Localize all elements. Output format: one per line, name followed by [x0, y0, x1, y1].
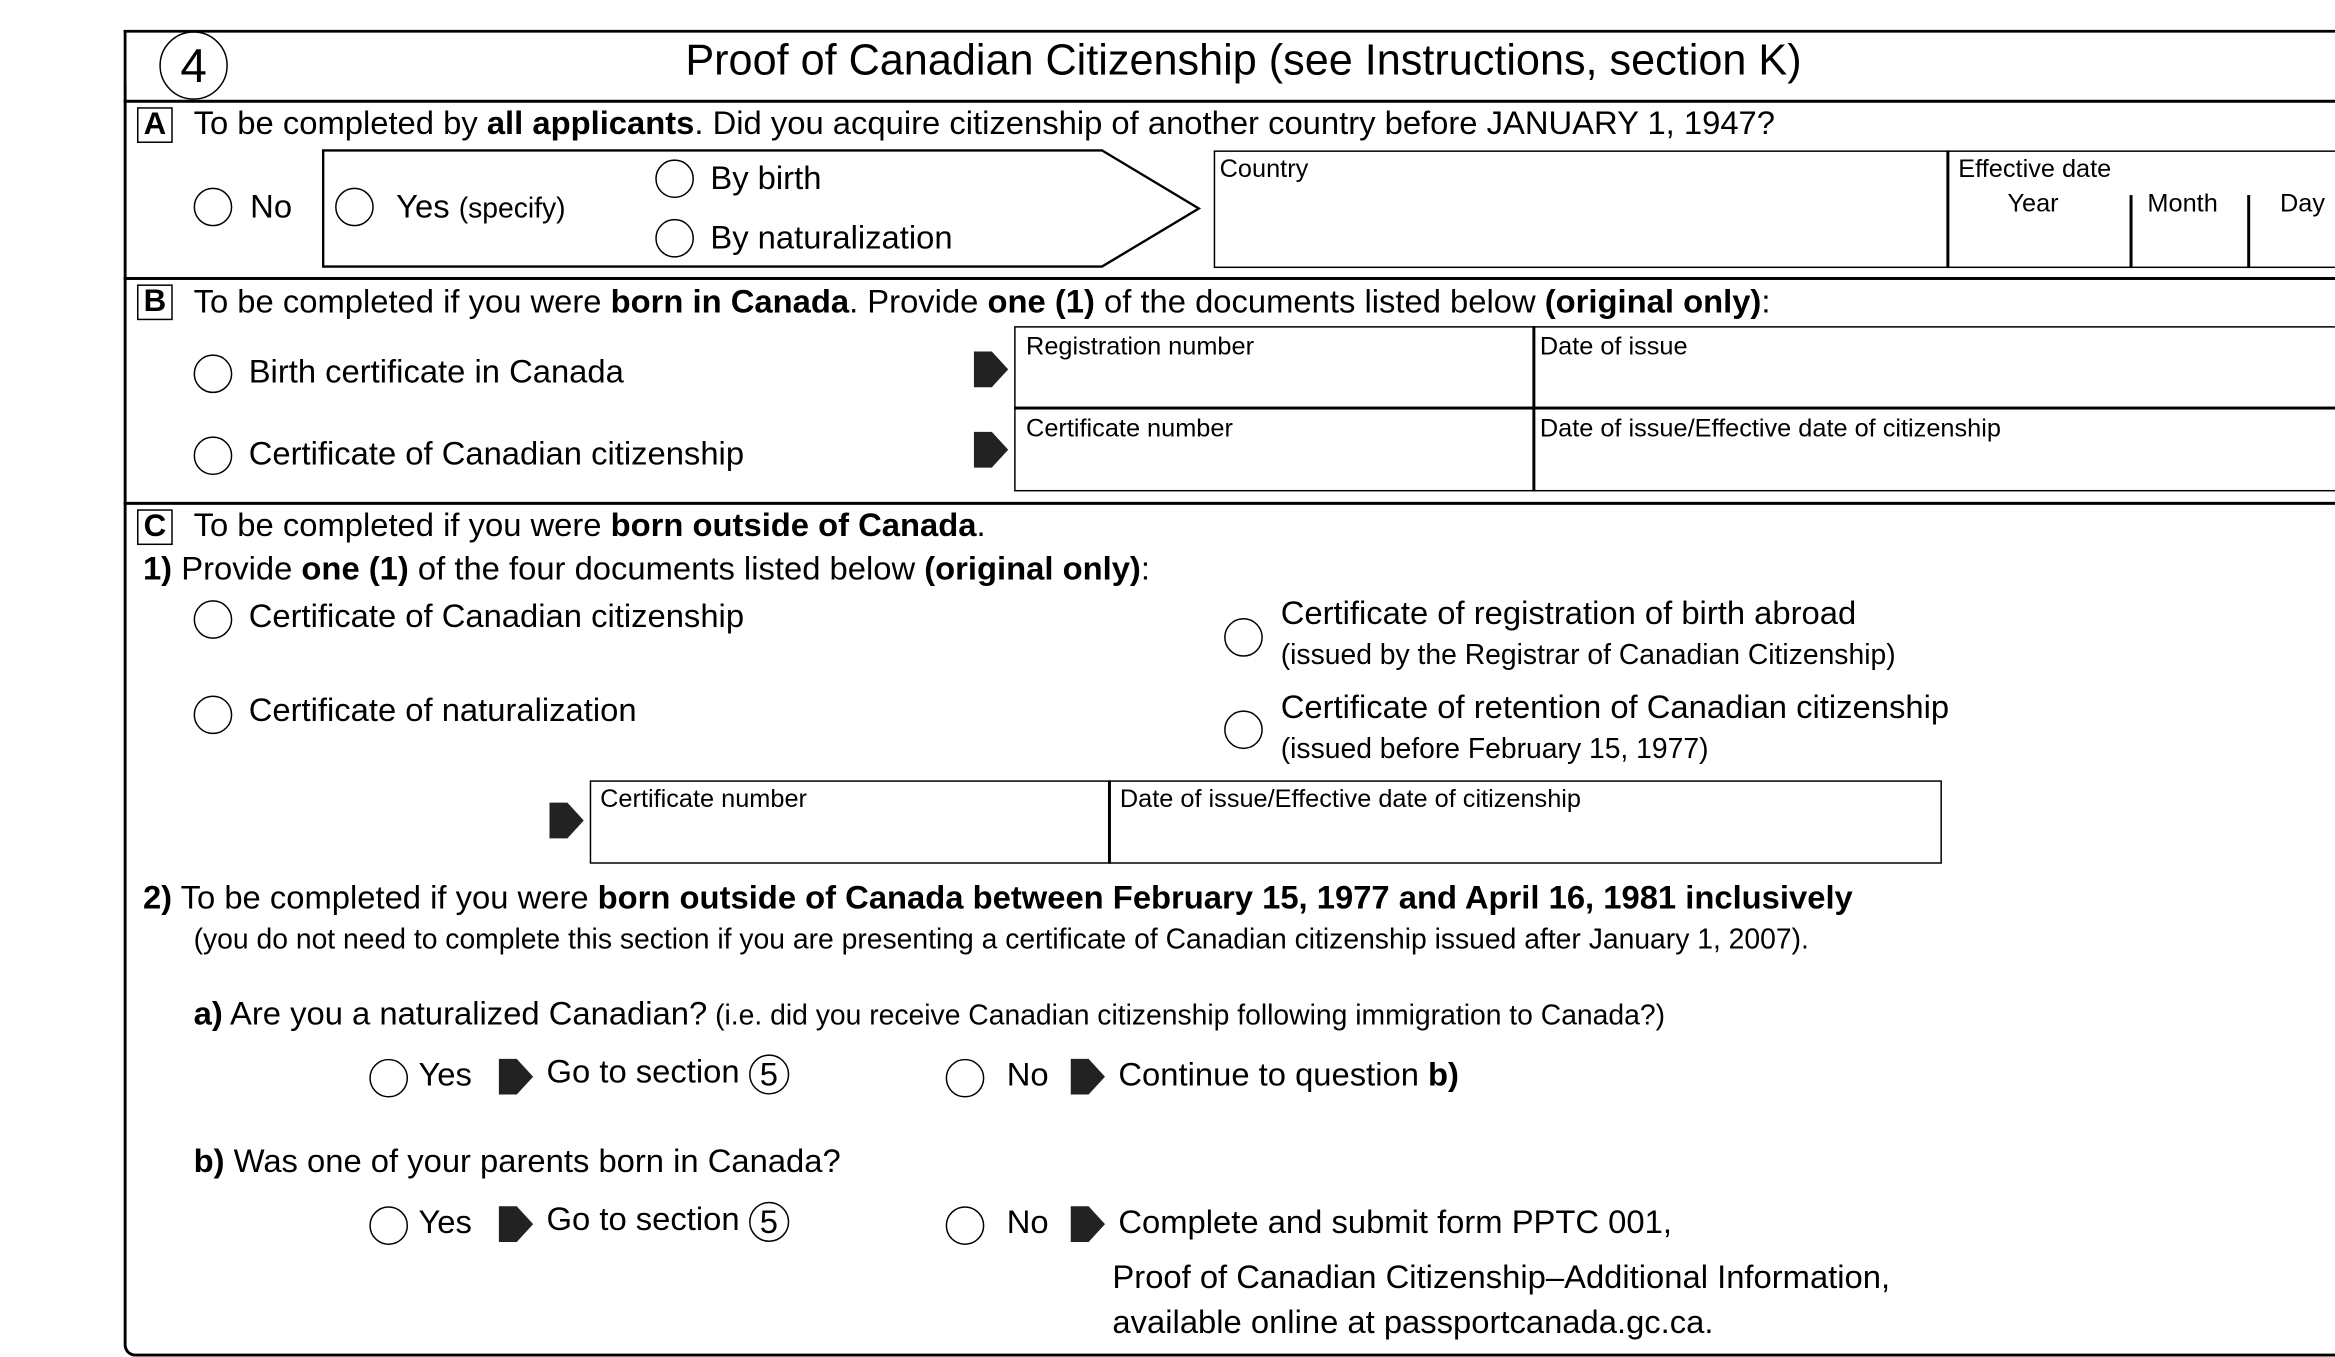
registration-birth-abroad-note: (issued by the Registrar of Canadian Citizenship): [1280, 640, 1896, 672]
month-label: Month: [2147, 189, 2218, 218]
yes-label: Yes: [418, 1055, 472, 1094]
certificate-number-field-b[interactable]: Certificate number: [1026, 413, 1233, 443]
radio-citizenship-certificate-c[interactable]: [194, 600, 233, 639]
registration-birth-abroad-label: Certificate of registration of birth abroad: [1280, 594, 1857, 632]
radio-birth-certificate[interactable]: [194, 354, 233, 393]
radio-retention-certificate[interactable]: [1224, 710, 1263, 749]
day-label: Day: [2279, 189, 2325, 218]
year-label: Year: [2007, 189, 2059, 218]
section-title: Proof of Canadian Citizenship (see Instructions, section K): [685, 37, 1802, 85]
by-birth-label: By birth: [710, 159, 822, 197]
divider: [2130, 195, 2132, 268]
radio-by-birth[interactable]: [655, 159, 694, 198]
section-letter-c: C: [137, 509, 173, 545]
divider: [124, 277, 2335, 280]
radio-a-naturalized-yes[interactable]: [369, 1059, 408, 1098]
arrow-right-icon: [971, 426, 1010, 474]
radio-naturalization-certificate[interactable]: [194, 695, 233, 734]
question-b: To be completed if you were born in Canada. Provide one (1) of the documents listed below (original only):: [193, 282, 1771, 321]
question-c2b: b) Was one of your parents born in Canada?: [193, 1142, 841, 1180]
divider: [1946, 150, 1948, 268]
date-of-issue-effective-field-c[interactable]: Date of issue/Effective date of citizenship: [1119, 784, 1581, 814]
effective-date-label: Effective date: [1958, 154, 2112, 184]
section-letter-b: B: [137, 284, 173, 320]
arrow-right-icon: [547, 797, 586, 845]
naturalization-certificate-label: Certificate of naturalization: [248, 690, 637, 729]
certificate-number-field-c[interactable]: Certificate number: [600, 784, 807, 814]
question-c1: 1) Provide one (1) of the four documents listed below (original only):: [142, 549, 1150, 587]
citizenship-certificate-label-c: Certificate of Canadian citizenship: [248, 597, 745, 635]
radio-by-naturalization[interactable]: [655, 219, 694, 258]
by-naturalization-label: By naturalization: [710, 218, 953, 257]
question-a: To be completed by all applicants. Did you acquire citizenship of another country before JANUARY 1, 1947?: [193, 104, 1775, 142]
retention-certificate-note: (issued before February 15, 1977): [1280, 734, 1709, 766]
divider: [2247, 195, 2249, 268]
continue-to-b: Continue to question b): [1118, 1055, 1459, 1094]
date-of-issue-effective-field-b[interactable]: Date of issue/Effective date of citizenship: [1539, 413, 2001, 443]
arrow-right-icon: [496, 1200, 535, 1248]
complete-form-text: Complete and submit form PPTC 001,: [1118, 1203, 1672, 1241]
radio-b-parent-no[interactable]: [946, 1206, 985, 1245]
radio-a-naturalized-no[interactable]: [946, 1059, 985, 1098]
go-to-section-5: Go to section 5: [547, 1200, 789, 1241]
radio-registration-birth-abroad[interactable]: [1224, 618, 1263, 657]
date-of-issue-field[interactable]: Date of issue: [1539, 332, 1688, 361]
yes-label: Yes: [418, 1203, 472, 1241]
birth-certificate-label: Birth certificate in Canada: [248, 352, 624, 391]
divider: [1532, 326, 1534, 491]
go-to-section-5: Go to section 5: [547, 1053, 789, 1094]
radio-citizenship-certificate-b[interactable]: [194, 436, 233, 475]
radio-a-no-label: No: [250, 187, 293, 225]
no-label: No: [1006, 1055, 1049, 1094]
country-label: Country: [1219, 154, 1309, 184]
citizenship-certificate-label-b: Certificate of Canadian citizenship: [248, 434, 745, 473]
arrow-right-icon: [1068, 1200, 1107, 1248]
question-c: To be completed if you were born outside of Canada.: [193, 506, 986, 544]
radio-b-parent-yes[interactable]: [369, 1206, 408, 1245]
arrow-right-icon: [971, 345, 1010, 393]
radio-a-yes-label: Yes (specify): [396, 187, 566, 225]
question-c2-note: (you do not need to complete this section if you are presenting a certificate of Canadian citizenship issued after January 1, 2007).: [193, 924, 1809, 957]
radio-a-yes[interactable]: [335, 188, 374, 227]
divider: [124, 502, 2335, 505]
arrow-right-icon: [1068, 1053, 1107, 1101]
section-number-badge: 4: [159, 31, 228, 100]
no-label: No: [1006, 1203, 1049, 1241]
registration-number-field[interactable]: Registration number: [1026, 332, 1255, 361]
divider: [1108, 780, 1110, 863]
complete-form-link[interactable]: available online at passportcanada.gc.ca.: [1112, 1303, 1714, 1341]
complete-form-text-2: Proof of Canadian Citizenship–Additional Information,: [1112, 1258, 1891, 1296]
arrow-right-icon: [496, 1053, 535, 1101]
retention-certificate-label: Certificate of retention of Canadian citizenship: [1280, 688, 1950, 726]
divider: [124, 100, 2335, 103]
question-c2: 2) To be completed if you were born outside of Canada between February 15, 1977 and April 16, 1981 inclusively: [142, 878, 1853, 916]
section-letter-a: A: [137, 107, 173, 143]
question-c2a: a) Are you a naturalized Canadian? (i.e. did you receive Canadian citizenship following immigration to Canada?): [193, 994, 1666, 1033]
divider: [1014, 407, 2335, 409]
radio-a-no[interactable]: [194, 188, 233, 227]
